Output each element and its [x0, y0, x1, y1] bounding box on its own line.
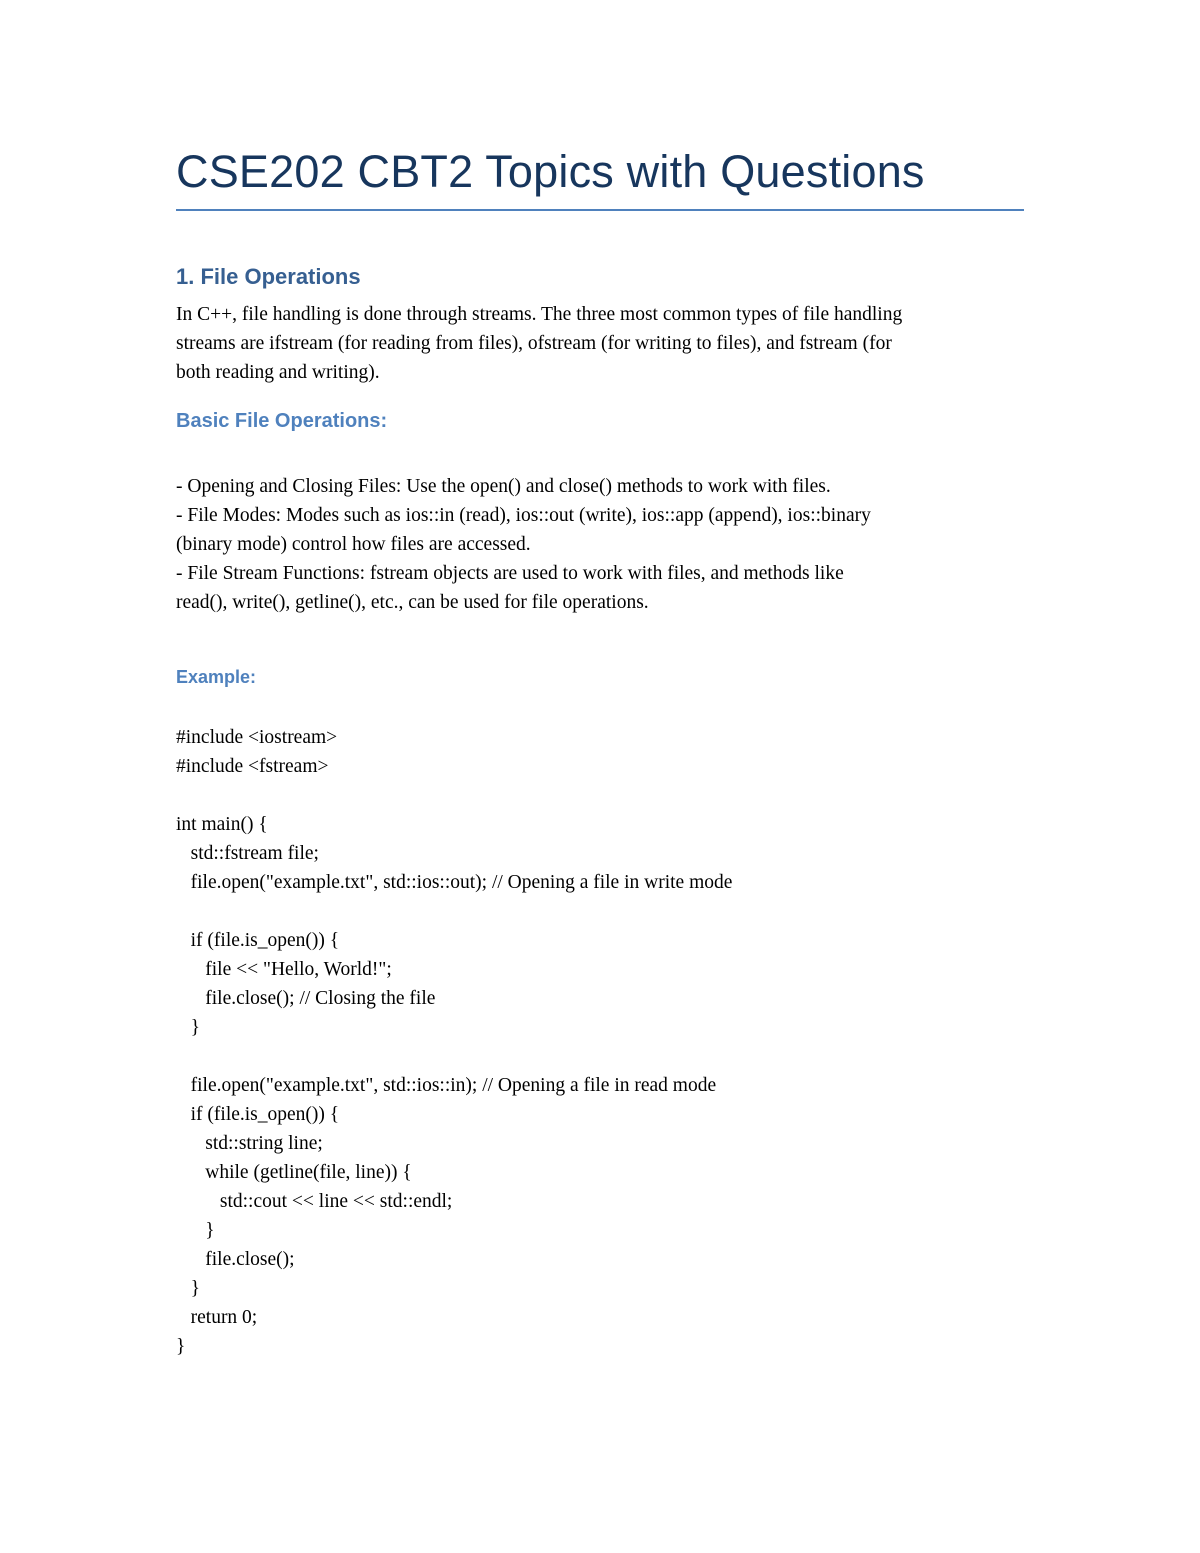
bullet-list [176, 472, 1026, 617]
code-line: std::cout << line << std::endl; [176, 1191, 453, 1212]
code-line [176, 781, 1026, 810]
code-line: } [176, 1336, 186, 1357]
code-line: #include <iostream> [176, 727, 338, 748]
intro-paragraph [176, 300, 1026, 387]
bullet-line: - Opening and Closing Files: Use the open() and close() methods to work with files. [176, 476, 831, 497]
bullet-line: - File Stream Functions: fstream objects are used to work with files, and methods like [176, 563, 844, 584]
bullet-line: read(), write(), getline(), etc., can be used for file operations. [176, 592, 649, 613]
intro-line: In C++, file handling is done through streams. The three most common types of file handling [176, 304, 903, 325]
subheading-basic-file-operations: Basic File Operations: [176, 410, 388, 432]
code-line [176, 897, 1026, 926]
section-heading: 1. File Operations [176, 264, 361, 289]
code-line: file.open("example.txt", std::ios::in); // Opening a file in read mode [176, 1075, 717, 1096]
code-line: file << "Hello, World!"; [176, 959, 392, 980]
code-line: while (getline(file, line)) { [176, 1162, 412, 1183]
code-line [176, 1042, 1026, 1071]
code-line: } [176, 1220, 215, 1241]
intro-line: both reading and writing). [176, 362, 380, 383]
code-line: if (file.is_open()) { [176, 930, 340, 951]
code-line: file.close(); // Closing the file [176, 988, 436, 1009]
intro-line: streams are ifstream (for reading from files), ofstream (for writing to files), and fstream (for [176, 333, 892, 354]
title-underline [176, 209, 1024, 211]
bullet-line: - File Modes: Modes such as ios::in (read), ios::out (write), ios::app (append), ios::binary [176, 505, 871, 526]
code-line: file.open("example.txt", std::ios::out); // Opening a file in write mode [176, 872, 733, 893]
code-line: return 0; [176, 1307, 258, 1328]
bullet-line: (binary mode) control how files are accessed. [176, 534, 531, 555]
code-line: std::string line; [176, 1133, 323, 1154]
code-line: file.close(); [176, 1249, 295, 1270]
code-line: } [176, 1017, 200, 1038]
code-line: int main() { [176, 814, 268, 835]
code-line: #include <fstream> [176, 756, 329, 777]
code-line: std::fstream file; [176, 843, 319, 864]
code-line: } [176, 1278, 200, 1299]
document-title: CSE202 CBT2 Topics with Questions [176, 146, 925, 197]
code-block [176, 723, 1026, 1361]
example-heading: Example: [176, 667, 257, 687]
code-line: if (file.is_open()) { [176, 1104, 340, 1125]
